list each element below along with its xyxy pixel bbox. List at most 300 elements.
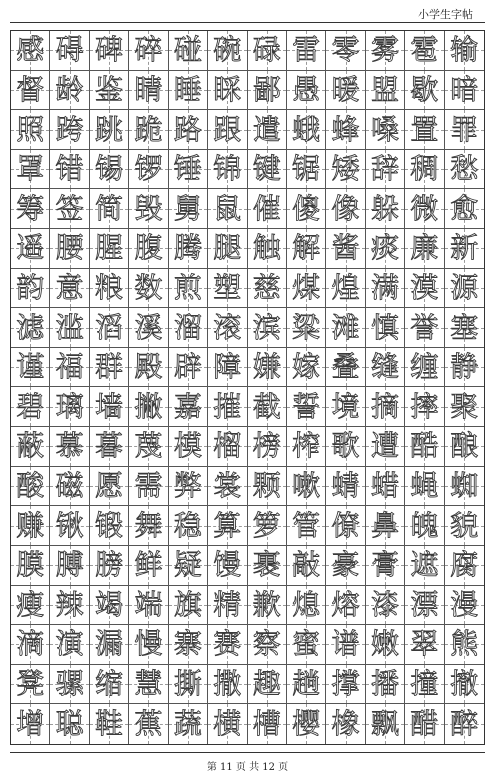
practice-character: 舅	[173, 191, 202, 225]
practice-character: 碧	[16, 389, 45, 423]
practice-cell	[445, 427, 484, 467]
practice-cell	[11, 586, 50, 626]
practice-character: 熄	[292, 587, 321, 621]
practice-character: 管	[292, 508, 321, 542]
practice-character: 雷	[292, 33, 321, 67]
practice-cell	[129, 150, 168, 190]
practice-cell	[11, 665, 50, 705]
practice-character: 跪	[134, 112, 163, 146]
practice-cell	[11, 427, 50, 467]
practice-character: 誉	[410, 310, 439, 344]
practice-cell	[90, 31, 129, 71]
practice-character: 罪	[450, 112, 479, 146]
practice-cell	[405, 467, 444, 507]
practice-cell	[129, 427, 168, 467]
practice-character: 蜂	[331, 112, 360, 146]
practice-character: 慧	[134, 667, 163, 701]
practice-cell	[169, 71, 208, 111]
practice-cell	[11, 704, 50, 744]
practice-cell	[11, 229, 50, 269]
practice-character: 漠	[410, 270, 439, 304]
practice-character: 嫩	[370, 627, 399, 661]
practice-cell	[248, 150, 287, 190]
practice-character: 愿	[95, 469, 124, 503]
practice-cell	[287, 110, 326, 150]
practice-cell	[90, 665, 129, 705]
practice-character: 摧	[213, 389, 242, 423]
practice-cell	[405, 308, 444, 348]
practice-cell	[11, 189, 50, 229]
practice-cell	[445, 546, 484, 586]
practice-cell	[248, 308, 287, 348]
practice-cell	[445, 387, 484, 427]
practice-character: 嗓	[370, 112, 399, 146]
practice-character: 橡	[331, 707, 360, 741]
practice-character: 置	[410, 112, 439, 146]
practice-cell	[169, 110, 208, 150]
practice-character: 嫌	[252, 350, 281, 384]
practice-character: 裳	[213, 469, 242, 503]
practice-character: 锡	[95, 152, 124, 186]
practice-cell	[129, 665, 168, 705]
practice-character: 缝	[370, 350, 399, 384]
practice-character: 增	[16, 707, 45, 741]
practice-character: 稳	[173, 508, 202, 542]
practice-character: 煌	[331, 270, 360, 304]
practice-character: 鄙	[252, 72, 281, 106]
practice-cell	[169, 189, 208, 229]
practice-character: 骡	[55, 667, 84, 701]
practice-cell	[366, 31, 405, 71]
practice-cell	[248, 189, 287, 229]
practice-character: 睡	[173, 72, 202, 106]
practice-character: 歌	[331, 429, 360, 463]
practice-cell	[50, 546, 89, 586]
practice-character: 竭	[95, 587, 124, 621]
practice-character: 溜	[173, 310, 202, 344]
practice-character: 锻	[95, 508, 124, 542]
practice-character: 蕉	[134, 707, 163, 741]
practice-character: 碎	[134, 33, 163, 67]
practice-cell	[208, 506, 247, 546]
practice-character: 腰	[55, 231, 84, 265]
practice-character: 樱	[292, 707, 321, 741]
practice-character: 漏	[95, 627, 124, 661]
practice-character: 腹	[134, 231, 163, 265]
practice-cell	[326, 546, 365, 586]
practice-cell	[366, 546, 405, 586]
practice-cell	[445, 31, 484, 71]
practice-cell	[287, 546, 326, 586]
practice-character: 播	[370, 667, 399, 701]
practice-cell	[366, 150, 405, 190]
practice-cell	[326, 229, 365, 269]
practice-cell	[287, 467, 326, 507]
practice-character: 愁	[450, 152, 479, 186]
practice-cell	[405, 150, 444, 190]
practice-character: 锤	[173, 152, 202, 186]
practice-character: 粱	[292, 310, 321, 344]
practice-character: 弊	[173, 469, 202, 503]
practice-cell	[11, 506, 50, 546]
practice-cell	[287, 229, 326, 269]
practice-cell	[169, 150, 208, 190]
practice-cell	[129, 348, 168, 388]
practice-cell	[248, 586, 287, 626]
practice-character: 趟	[292, 667, 321, 701]
practice-cell	[366, 427, 405, 467]
practice-cell	[50, 150, 89, 190]
practice-cell	[11, 150, 50, 190]
practice-cell	[90, 308, 129, 348]
practice-character: 群	[95, 350, 124, 384]
practice-cell	[208, 704, 247, 744]
practice-cell	[90, 150, 129, 190]
practice-cell	[169, 467, 208, 507]
practice-cell	[50, 506, 89, 546]
practice-character: 赚	[16, 508, 45, 542]
practice-cell	[287, 427, 326, 467]
practice-character: 督	[16, 72, 45, 106]
practice-cell	[11, 308, 50, 348]
practice-character: 酱	[331, 231, 360, 265]
practice-character: 凳	[16, 667, 45, 701]
practice-character: 魄	[410, 508, 439, 542]
practice-character: 塞	[450, 310, 479, 344]
practice-character: 腾	[173, 231, 202, 265]
practice-character: 谱	[331, 627, 360, 661]
practice-character: 错	[55, 152, 84, 186]
practice-character: 叠	[331, 350, 360, 384]
practice-cell	[129, 229, 168, 269]
practice-cell	[169, 308, 208, 348]
practice-cell	[326, 427, 365, 467]
practice-cell	[208, 665, 247, 705]
practice-character: 滩	[331, 310, 360, 344]
practice-character: 遣	[252, 112, 281, 146]
practice-cell	[326, 586, 365, 626]
practice-character: 蜜	[292, 627, 321, 661]
practice-character: 膀	[95, 548, 124, 582]
practice-character: 漆	[370, 587, 399, 621]
practice-cell	[405, 506, 444, 546]
practice-cell	[129, 71, 168, 111]
practice-character: 酸	[16, 469, 45, 503]
practice-character: 颗	[252, 469, 281, 503]
practice-cell	[90, 71, 129, 111]
practice-character: 微	[410, 191, 439, 225]
practice-character: 蔬	[173, 707, 202, 741]
practice-character: 榴	[213, 429, 242, 463]
practice-cell	[50, 229, 89, 269]
practice-character: 豪	[331, 548, 360, 582]
practice-character: 愈	[450, 191, 479, 225]
practice-character: 暗	[450, 72, 479, 106]
practice-character: 签	[55, 191, 84, 225]
page-header	[0, 0, 495, 26]
practice-cell	[248, 665, 287, 705]
practice-cell	[90, 506, 129, 546]
practice-cell	[326, 269, 365, 309]
practice-cell	[129, 704, 168, 744]
practice-cell	[129, 308, 168, 348]
practice-cell	[287, 665, 326, 705]
practice-character: 鲜	[134, 548, 163, 582]
practice-character: 碰	[173, 33, 202, 67]
practice-character: 像	[331, 191, 360, 225]
practice-cell	[405, 348, 444, 388]
practice-cell	[366, 308, 405, 348]
practice-character: 境	[331, 389, 360, 423]
practice-cell	[287, 71, 326, 111]
practice-character: 跳	[95, 112, 124, 146]
character-grid	[10, 30, 485, 745]
practice-cell	[445, 189, 484, 229]
practice-character: 撑	[331, 667, 360, 701]
practice-character: 酿	[450, 429, 479, 463]
practice-cell	[90, 467, 129, 507]
practice-character: 璃	[55, 389, 84, 423]
practice-character: 滥	[55, 310, 84, 344]
practice-cell	[129, 506, 168, 546]
practice-cell	[50, 387, 89, 427]
practice-character: 慈	[252, 270, 281, 304]
practice-character: 解	[292, 231, 321, 265]
practice-cell	[11, 348, 50, 388]
practice-cell	[366, 71, 405, 111]
practice-character: 演	[55, 627, 84, 661]
practice-cell	[366, 189, 405, 229]
practice-cell	[90, 586, 129, 626]
practice-cell	[366, 348, 405, 388]
practice-character: 锯	[292, 152, 321, 186]
practice-cell	[445, 150, 484, 190]
practice-cell	[208, 625, 247, 665]
practice-cell	[248, 546, 287, 586]
practice-character: 辞	[370, 152, 399, 186]
practice-cell	[169, 269, 208, 309]
practice-character: 需	[134, 469, 163, 503]
practice-cell	[208, 269, 247, 309]
practice-character: 毁	[134, 191, 163, 225]
practice-cell	[287, 586, 326, 626]
practice-cell	[445, 506, 484, 546]
practice-cell	[405, 110, 444, 150]
practice-character: 摔	[410, 389, 439, 423]
practice-character: 蔽	[16, 429, 45, 463]
practice-character: 数	[134, 270, 163, 304]
practice-cell	[129, 625, 168, 665]
practice-cell	[326, 387, 365, 427]
practice-character: 磁	[55, 469, 84, 503]
practice-character: 暖	[331, 72, 360, 106]
practice-cell	[248, 625, 287, 665]
practice-character: 意	[55, 270, 84, 304]
practice-cell	[11, 269, 50, 309]
practice-character: 傻	[292, 191, 321, 225]
practice-cell	[326, 110, 365, 150]
practice-cell	[50, 665, 89, 705]
practice-character: 模	[173, 429, 202, 463]
practice-character: 辣	[55, 587, 84, 621]
practice-cell	[366, 229, 405, 269]
practice-character: 醉	[450, 707, 479, 741]
practice-character: 誓	[292, 389, 321, 423]
practice-cell	[90, 110, 129, 150]
practice-character: 蝇	[410, 469, 439, 503]
practice-character: 鼻	[370, 508, 399, 542]
practice-character: 愚	[292, 72, 321, 106]
practice-character: 滔	[95, 310, 124, 344]
practice-cell	[248, 387, 287, 427]
practice-character: 谨	[16, 350, 45, 384]
practice-character: 歇	[410, 72, 439, 106]
practice-character: 感	[16, 33, 45, 67]
practice-character: 僚	[331, 508, 360, 542]
practice-character: 锦	[213, 152, 242, 186]
practice-cell	[90, 625, 129, 665]
practice-cell	[366, 467, 405, 507]
page-number: 第 11 页 共 12 页	[206, 762, 289, 773]
practice-character: 膏	[370, 548, 399, 582]
practice-character: 精	[213, 587, 242, 621]
practice-character: 龄	[55, 72, 84, 106]
practice-character: 筹	[16, 191, 45, 225]
practice-cell	[405, 704, 444, 744]
practice-character: 翠	[410, 627, 439, 661]
practice-character: 躲	[370, 191, 399, 225]
practice-cell	[208, 546, 247, 586]
practice-cell	[248, 229, 287, 269]
practice-cell	[90, 546, 129, 586]
practice-cell	[50, 348, 89, 388]
practice-character: 慎	[370, 310, 399, 344]
practice-character: 榨	[292, 429, 321, 463]
practice-character: 熔	[331, 587, 360, 621]
practice-character: 雹	[410, 33, 439, 67]
practice-character: 蔑	[134, 429, 163, 463]
practice-cell	[445, 110, 484, 150]
practice-character: 缩	[95, 667, 124, 701]
practice-character: 瘦	[16, 587, 45, 621]
practice-character: 漂	[410, 587, 439, 621]
practice-character: 静	[450, 350, 479, 384]
practice-cell	[169, 427, 208, 467]
practice-character: 嗽	[292, 469, 321, 503]
practice-cell	[248, 704, 287, 744]
practice-cell	[208, 31, 247, 71]
practice-character: 槽	[252, 707, 281, 741]
practice-cell	[169, 229, 208, 269]
practice-character: 廉	[410, 231, 439, 265]
practice-cell	[248, 467, 287, 507]
practice-cell	[248, 348, 287, 388]
practice-cell	[326, 665, 365, 705]
practice-cell	[326, 31, 365, 71]
practice-cell	[11, 467, 50, 507]
practice-character: 聪	[55, 707, 84, 741]
practice-character: 路	[173, 112, 202, 146]
practice-character: 横	[213, 707, 242, 741]
practice-cell	[50, 704, 89, 744]
practice-cell	[50, 586, 89, 626]
page-footer	[0, 748, 495, 775]
practice-character: 韵	[16, 270, 45, 304]
practice-cell	[248, 506, 287, 546]
practice-character: 锹	[55, 508, 84, 542]
practice-cell	[405, 71, 444, 111]
practice-cell	[208, 189, 247, 229]
practice-cell	[169, 586, 208, 626]
practice-character: 滨	[252, 310, 281, 344]
practice-cell	[90, 348, 129, 388]
practice-cell	[445, 348, 484, 388]
practice-character: 睬	[213, 72, 242, 106]
practice-character: 塑	[213, 270, 242, 304]
practice-cell	[366, 269, 405, 309]
practice-cell	[208, 308, 247, 348]
practice-character: 趣	[252, 667, 281, 701]
practice-cell	[208, 586, 247, 626]
practice-character: 跨	[55, 112, 84, 146]
practice-character: 漫	[450, 587, 479, 621]
practice-character: 暮	[95, 429, 124, 463]
practice-cell	[11, 546, 50, 586]
practice-cell	[11, 110, 50, 150]
practice-cell	[169, 704, 208, 744]
practice-character: 撤	[450, 667, 479, 701]
practice-character: 锣	[134, 152, 163, 186]
practice-character: 遥	[16, 231, 45, 265]
practice-character: 滚	[213, 310, 242, 344]
practice-cell	[287, 625, 326, 665]
practice-cell	[11, 31, 50, 71]
practice-cell	[208, 229, 247, 269]
practice-character: 简	[95, 191, 124, 225]
practice-cell	[169, 665, 208, 705]
practice-character: 催	[252, 191, 281, 225]
practice-cell	[366, 586, 405, 626]
practice-cell	[50, 31, 89, 71]
practice-cell	[90, 387, 129, 427]
practice-character: 裹	[252, 548, 281, 582]
practice-cell	[248, 110, 287, 150]
practice-character: 嫁	[292, 350, 321, 384]
practice-character: 蜘	[450, 469, 479, 503]
practice-character: 敲	[292, 548, 321, 582]
practice-cell	[445, 71, 484, 111]
practice-character: 撞	[410, 667, 439, 701]
practice-cell	[326, 467, 365, 507]
practice-character: 辟	[173, 350, 202, 384]
practice-character: 照	[16, 112, 45, 146]
practice-character: 舞	[134, 508, 163, 542]
practice-character: 粮	[95, 270, 124, 304]
practice-character: 飘	[370, 707, 399, 741]
practice-character: 雾	[370, 33, 399, 67]
practice-character: 鞋	[95, 707, 124, 741]
practice-character: 腿	[213, 231, 242, 265]
practice-cell	[169, 625, 208, 665]
practice-character: 障	[213, 350, 242, 384]
practice-cell	[169, 348, 208, 388]
practice-cell	[405, 387, 444, 427]
practice-character: 碌	[252, 33, 281, 67]
practice-character: 鼠	[213, 191, 242, 225]
practice-character: 膜	[16, 548, 45, 582]
practice-character: 煤	[292, 270, 321, 304]
practice-character: 嘉	[173, 389, 202, 423]
